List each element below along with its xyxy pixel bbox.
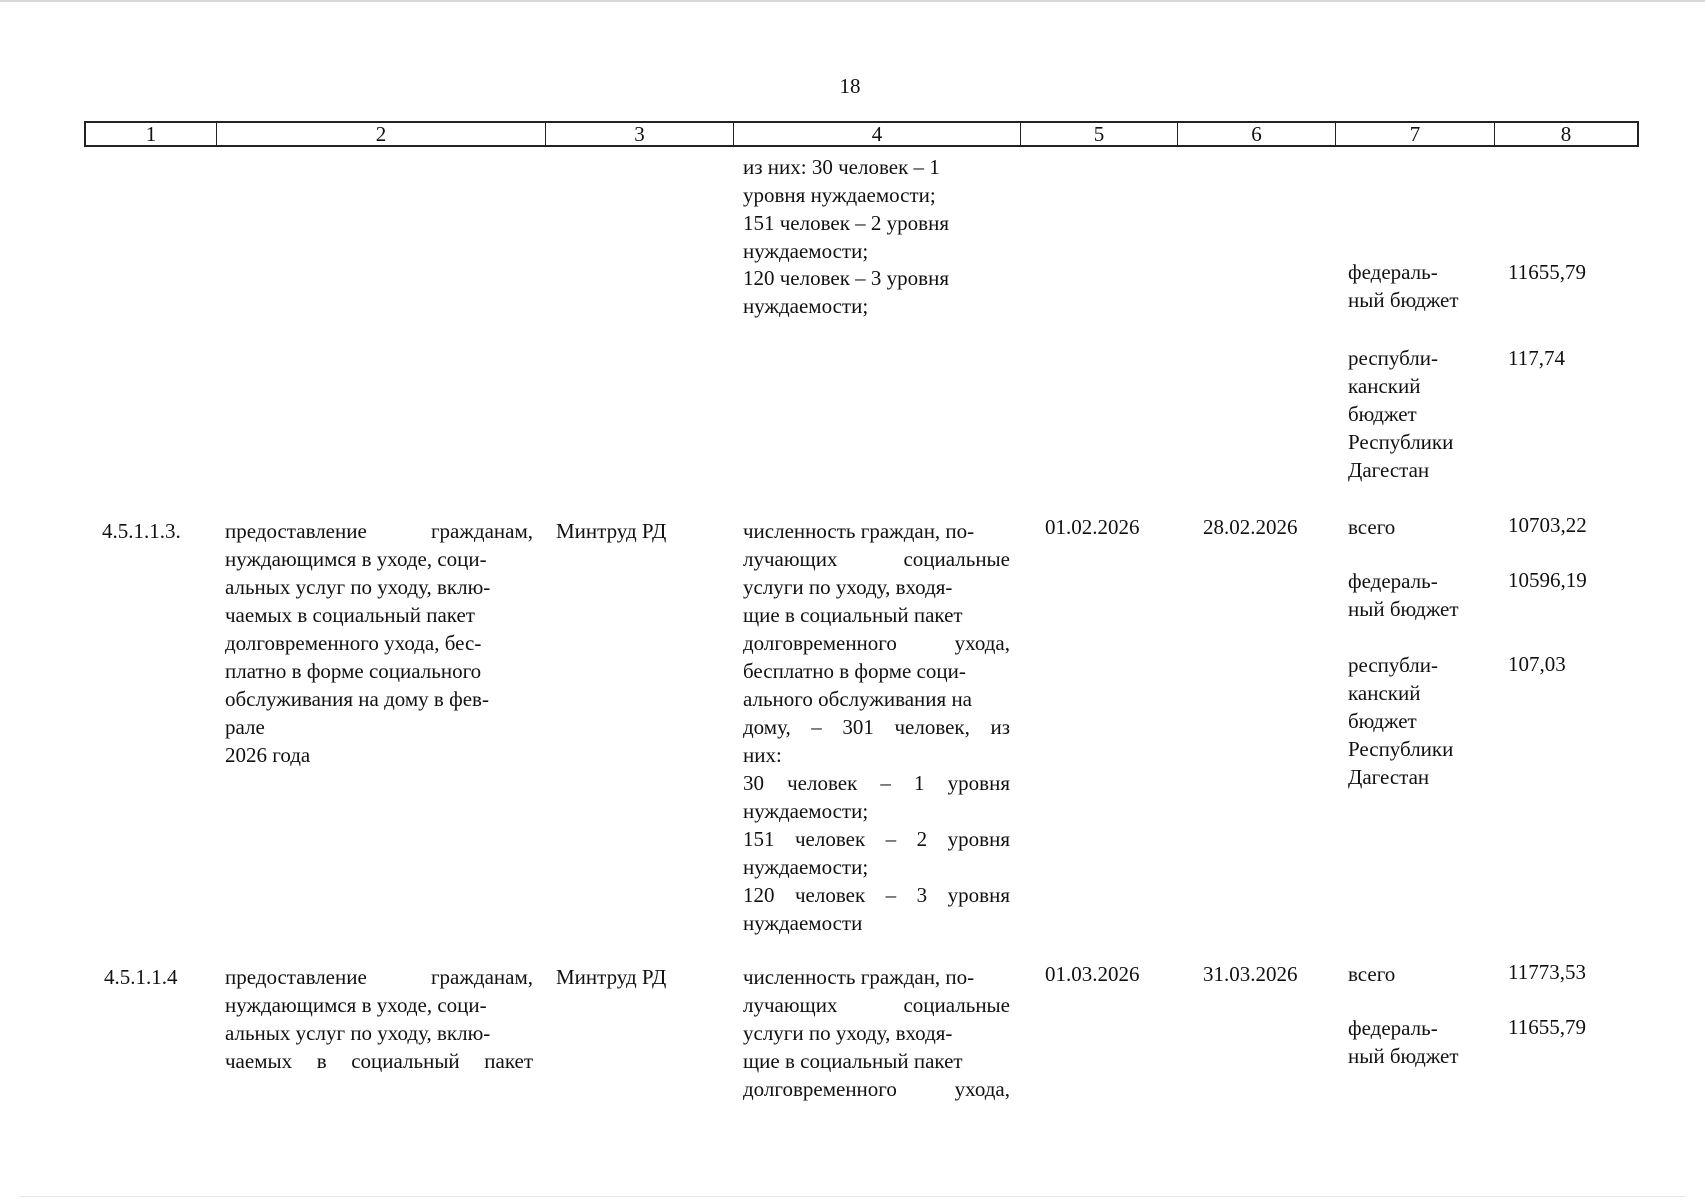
funding-amount: 11655,79 (1508, 1015, 1586, 1039)
row-description-line: нуждаемости; (743, 855, 869, 879)
row-title-line: альных услуг по уходу, вклю- (225, 1021, 491, 1045)
row-title-line: альных услуг по уходу, вклю- (225, 575, 491, 599)
row-executor: Минтруд РД (556, 965, 667, 989)
row-title-line: чаемых в социальный пакет (225, 1049, 533, 1073)
scan-edge-bottom (20, 1196, 1685, 1197)
column-number-5: 5 (1020, 123, 1177, 145)
funding-amount: 107,03 (1508, 652, 1566, 676)
row-title-line: долговременного ухода, бес- (225, 631, 482, 655)
row-title-line: нуждающимся в уходе, соци- (225, 547, 487, 571)
funding-amount: 117,74 (1508, 346, 1565, 370)
row-description-line: них: (743, 743, 782, 767)
funding-amount: 10703,22 (1508, 513, 1587, 537)
row-code: 4.5.1.1.3. (102, 519, 181, 543)
funding-source-line: Республики (1348, 430, 1454, 454)
row-title-line: платно в форме социального (225, 659, 482, 683)
page-number: 18 (839, 74, 861, 98)
row-description-line: численность граждан, по- (743, 965, 975, 989)
scan-edge-top (0, 0, 1705, 2)
row-description-line: дому, – 301 человек, из (743, 715, 1010, 739)
row-start-date: 01.03.2026 (1045, 962, 1140, 986)
funding-source-line: ный бюджет (1348, 597, 1459, 621)
continuation-description-line: 151 человек – 2 уровня (743, 211, 949, 235)
funding-source-line: ный бюджет (1348, 288, 1459, 312)
row-description-line: 30 человек – 1 уровня (743, 771, 1010, 795)
row-description-line: щие в социальный пакет (743, 603, 963, 627)
row-description-line: долговременного ухода, (743, 631, 1010, 655)
row-code: 4.5.1.1.4 (104, 965, 178, 989)
column-number-3: 3 (545, 123, 733, 145)
funding-source-line: Республики (1348, 737, 1454, 761)
funding-amount: 11655,79 (1508, 260, 1586, 284)
row-description-line: 120 человек – 3 уровня (743, 883, 1010, 907)
funding-source-line: всего (1348, 515, 1396, 539)
funding-source-line: Дагестан (1348, 458, 1430, 482)
row-description-line: лучающих социальные (743, 547, 1010, 571)
row-description-line: лучающих социальные (743, 993, 1010, 1017)
row-executor: Минтруд РД (556, 519, 667, 543)
continuation-description-line: уровня нуждаемости; (743, 183, 936, 207)
row-title-line: 2026 года (225, 743, 311, 767)
funding-source-line: Дагестан (1348, 765, 1430, 789)
funding-source-line: бюджет (1348, 402, 1417, 426)
row-description-line: услуги по уходу, входя- (743, 1021, 953, 1045)
column-number-8: 8 (1494, 123, 1637, 145)
row-title-line: рале (225, 715, 265, 739)
column-number-1: 1 (145, 122, 157, 146)
row-start-date: 01.02.2026 (1045, 515, 1140, 539)
funding-source-line: канский (1348, 374, 1421, 398)
funding-source-line: федераль- (1348, 1016, 1438, 1040)
row-title-line: обслуживания на дому в фев- (225, 687, 489, 711)
funding-source-line: федераль- (1348, 260, 1438, 284)
funding-amount: 10596,19 (1508, 568, 1587, 592)
funding-source-line: республи- (1348, 653, 1438, 677)
row-title-line: предоставление гражданам, (225, 965, 533, 989)
row-title-line: чаемых в социальный пакет (225, 603, 475, 627)
funding-amount: 11773,53 (1508, 960, 1586, 984)
column-number-7: 7 (1335, 123, 1494, 145)
funding-source-line: канский (1348, 681, 1421, 705)
column-number-6: 6 (1177, 123, 1335, 145)
row-description-line: численность граждан, по- (743, 519, 975, 543)
funding-source-line: республи- (1348, 346, 1438, 370)
continuation-description-line: 120 человек – 3 уровня (743, 266, 949, 290)
continuation-description-line: из них: 30 человек – 1 (743, 155, 940, 179)
row-description-line: услуги по уходу, входя- (743, 575, 953, 599)
funding-source-line: федераль- (1348, 569, 1438, 593)
column-number-2: 2 (216, 123, 545, 145)
row-description-line: нуждаемости (743, 911, 863, 935)
row-title-line: нуждающимся в уходе, соци- (225, 993, 487, 1017)
row-end-date: 28.02.2026 (1203, 515, 1298, 539)
table-header-row (84, 121, 1639, 147)
column-number-4: 4 (733, 123, 1020, 145)
row-description-line: нуждаемости; (743, 799, 869, 823)
continuation-description-line: нуждаемости; (743, 294, 869, 318)
funding-source-line: ный бюджет (1348, 1044, 1459, 1068)
row-description-line: бесплатно в форме соци- (743, 659, 966, 683)
row-end-date: 31.03.2026 (1203, 962, 1298, 986)
row-title-line: предоставление гражданам, (225, 519, 533, 543)
row-description-line: щие в социальный пакет (743, 1049, 963, 1073)
funding-source-line: бюджет (1348, 709, 1417, 733)
row-description-line: 151 человек – 2 уровня (743, 827, 1010, 851)
row-description-line: долговременного ухода, (743, 1077, 1010, 1101)
row-description-line: ального обслуживания на (743, 687, 973, 711)
continuation-description-line: нуждаемости; (743, 239, 869, 263)
funding-source-line: всего (1348, 962, 1396, 986)
